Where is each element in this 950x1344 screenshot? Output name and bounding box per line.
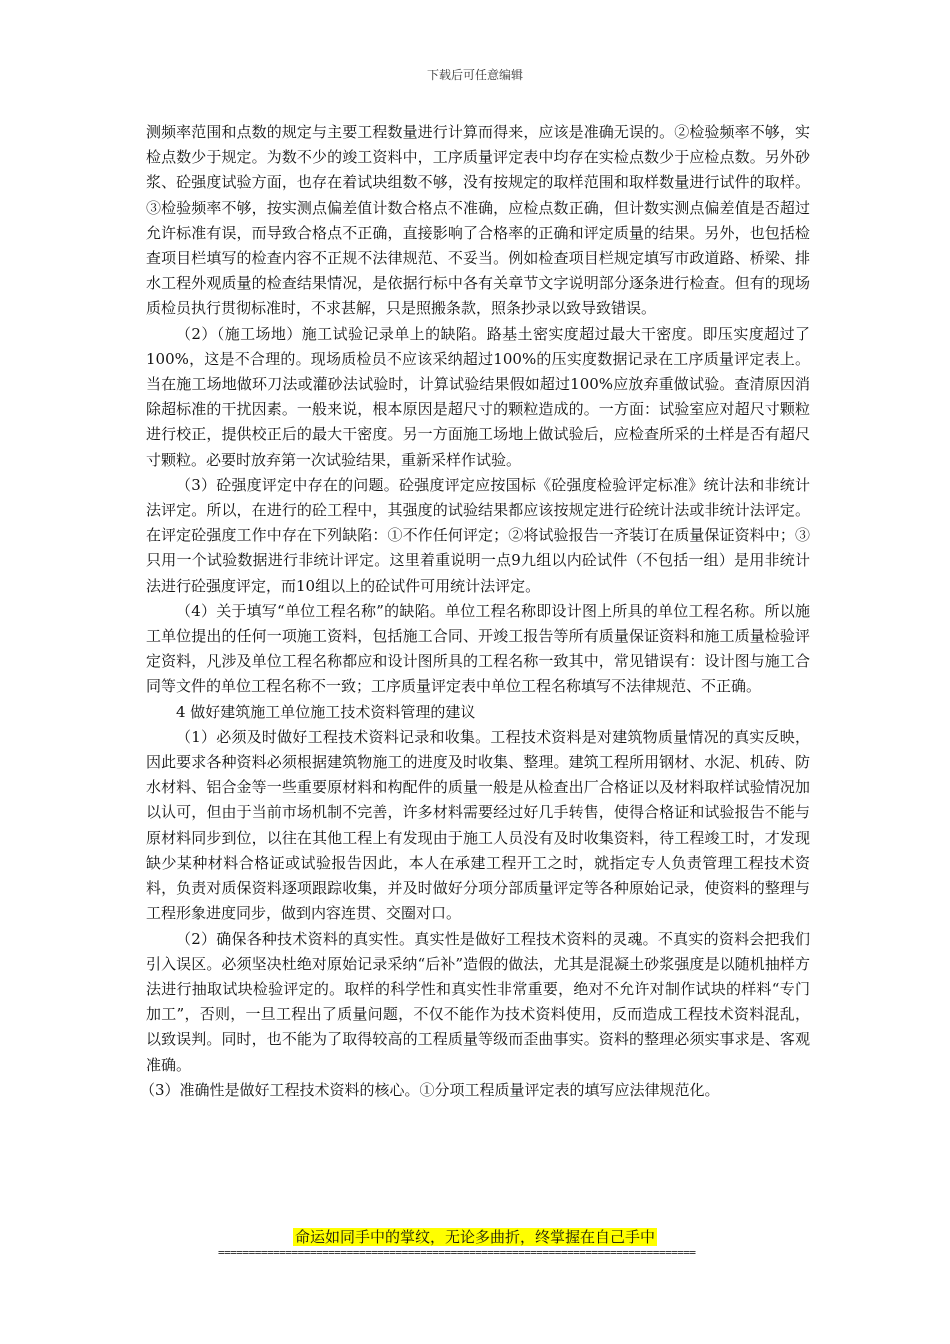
paragraph-5: （1）必须及时做好工程技术资料记录和收集。工程技术资料是对建筑物质量情况的真实反映，因此要求各种资料必须根据建筑物施工的进度及时收集、整理。建筑工程所用钢材、水泥、机砖、防水材料、铝合金等一些重要原材料和构配件的质量一般是从检查出厂合格证以及材料取样试验情况加以认可，但由于当前市场机制不完善，许多材料需要经过好几手转售，使得合格证和试验报告不能与原材料同步到位，以往在其他工程上有发现由于施工人员没有及时收集资料，待工程竣工时，才发现缺少某种材料合格证或试验报告因此，本人在承建工程开工之时，就指定专人负责管理工程技术资料，负责对质保资料逐项跟踪收集，并及时做好分项分部质量评定等各种原始记录，使资料的整理与工程形象进度同步，做到内容连贯、交圈对口。 [146, 727, 810, 923]
paragraph-6: （2）确保各种技术资料的真实性。真实性是做好工程技术资料的灵魂。不真实的资料会把我们引入误区。必须坚决杜绝对原始记录采纳“后补”造假的做法，尤其是混凝土砂浆强度是以随机抽样方法进行抽取试块检验评定的。取样的科学性和真实性非常重要，绝对不允许对制作试块的样料“专门加工”，否则，一旦工程出了质量问题，不仅不能作为技术资料使用，反而造成工程技术资料混乱，以致误判。同时，也不能为了取得较高的工程质量等级而歪曲事实。资料的整理必须实事求是、客观准确。 [146, 929, 810, 1074]
page-header: 下载后可任意编辑 [426, 68, 523, 82]
paragraph-2: （2）（施工场地）施工试验记录单上的缺陷。路基土密实度超过最大干密度。即压实度超过了100%，这是不合理的。现场质检员不应该采纳超过100%的压实度数据记录在工序质量评定表上。当在施工场地做环刀法或灌砂法试验时，计算试验结果假如超过100%应放弃重做试验。查清原因消除超标准的干扰因素。一般来说，根本原因是超尺寸的颗粒造成的。一方面：试验室应对超尺寸颗粒进行校正，提供校正后的最大干密度。另一方面施工场地上做试验后，应检查所采的土样是否有超尺寸颗粒。必要时放弃第一次试验结果，重新采样作试验。 [146, 324, 810, 469]
document-body [140, 120, 810, 1103]
motto-highlight: 命运如同手中的掌纹，无论多曲折，终掌握在自己手中 [294, 1228, 655, 1246]
section-heading: 4 做好建筑施工单位施工技术资料管理的建议 [176, 702, 476, 721]
paragraph-7: （3）准确性是做好工程技术资料的核心。①分项工程质量评定表的填写应法律规范化。 [140, 1080, 720, 1099]
paragraph-4: （4）关于填写“单位工程名称”的缺陷。单位工程名称即设计图上所具的单位工程名称。所以施工单位提出的任何一项施工资料，包括施工合同、开竣工报告等所有质量保证资料和施工质量检验评定资料，凡涉及单位工程名称都应和设计图所具的工程名称一致其中，常见错误有：设计图与施工合同等文件的单位工程名称不一致；工序质量评定表中单位工程名称填写不法律规范、不正确。 [146, 601, 810, 696]
paragraph-3: （3）砼强度评定中存在的问题。砼强度评定应按国标《砼强度检验评定标准》统计法和非统计法评定。所以，在进行的砼工程中，其强度的试验结果都应该按规定进行砼统计法或非统计法评定。在评定砼强度工作中存在下列缺陷：①不作任何评定；②将试验报告一齐装订在质量保证资料中；③只用一个试验数据进行非统计评定。这里着重说明一点9九组以内砼试件（不包括一组）是用非统计法进行砼强度评定，而10组以上的砼试件可用统计法评定。 [146, 475, 810, 595]
paragraph-1: 测频率范围和点数的规定与主要工程数量进行计算而得来，应该是准确无误的。②检验频率不够，实检点数少于规定。为数不少的竣工资料中，工序质量评定表中均存在实检点数少于应检点数。另外砂浆、砼强度试验方面，也存在着试块组数不够，没有按规定的取样范围和取样数量进行试件的取样。③检验频率不够，按实测点偏差值计数合格点不准确，应检点数正确，但计数实测点偏差值是否超过允许标准有误，而导致合格点不正确，直接影响了合格率的正确和评定质量的结果。另外，也包括检查项目栏填写的检查内容不正规不法律规范、不妥当。例如检查项目栏规定填写市政道路、桥梁、排水工程外观质量的检查结果情况，是依据行标中各有关章节文字说明部分逐条进行检查。但有的现场质检员执行贯彻标准时，不求甚解，只是照搬条款，照条抄录以致导致错误。 [146, 123, 810, 318]
motto-container [0, 1226, 950, 1247]
divider-line: ============================================================================== [218, 1246, 696, 1259]
